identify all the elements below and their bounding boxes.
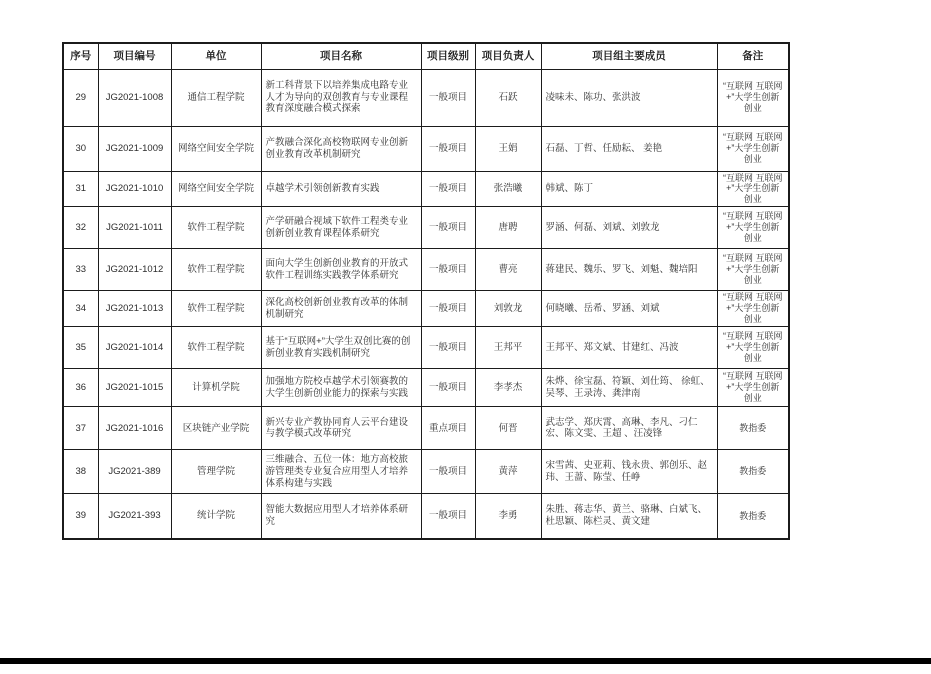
cell-project-name: 产学研融合视域下软件工程类专业创新创业教育课程体系研究 <box>261 207 421 249</box>
cell-seq: 34 <box>63 291 98 327</box>
cell-project-code: JG2021-393 <box>98 494 171 539</box>
cell-unit: 统计学院 <box>171 494 261 539</box>
cell-unit: 网络空间安全学院 <box>171 126 261 171</box>
cell-project-name: 深化高校创新创业教育改革的体制机制研究 <box>261 291 421 327</box>
cell-remark: “互联网 互联网+”大学生创新创业 <box>717 327 789 369</box>
cell-team-members: 何晓曦、岳希、罗涵、刘斌 <box>541 291 717 327</box>
cell-project-code: JG2021-1013 <box>98 291 171 327</box>
table-row <box>63 249 789 291</box>
cell-seq: 30 <box>63 126 98 171</box>
cell-project-leader: 刘敦龙 <box>475 291 541 327</box>
cell-team-members: 蒋建民、魏乐、罗飞、刘魁、魏培阳 <box>541 249 717 291</box>
cell-remark: 教指委 <box>717 407 789 450</box>
table-row <box>63 327 789 369</box>
cell-team-members: 罗涵、何磊、刘斌、刘敦龙 <box>541 207 717 249</box>
cell-project-code: JG2021-389 <box>98 450 171 494</box>
cell-remark: “互联网 互联网+”大学生创新创业 <box>717 369 789 407</box>
table-header-row <box>63 43 789 69</box>
cell-project-level: 一般项目 <box>421 171 475 207</box>
cell-remark: 教指委 <box>717 494 789 539</box>
cell-project-leader: 何晋 <box>475 407 541 450</box>
cell-project-leader: 黄萍 <box>475 450 541 494</box>
cell-project-leader: 王邦平 <box>475 327 541 369</box>
cell-unit: 软件工程学院 <box>171 249 261 291</box>
cell-project-name: 新兴专业产教协同育人云平台建设与教学模式改革研究 <box>261 407 421 450</box>
cell-team-members: 武志学、郑庆霄、高琳、李凡、刁仁宏、陈文雯、王超 、汪凌锋 <box>541 407 717 450</box>
cell-unit: 软件工程学院 <box>171 207 261 249</box>
table-body <box>63 69 789 539</box>
cell-team-members: 朱胜、蒋志华、黄兰、骆琳、白斌飞、杜思颖、陈栏灵、黄文建 <box>541 494 717 539</box>
cell-project-code: JG2021-1010 <box>98 171 171 207</box>
cell-unit: 通信工程学院 <box>171 69 261 126</box>
cell-project-code: JG2021-1008 <box>98 69 171 126</box>
cell-remark: “互联网 互联网+”大学生创新创业 <box>717 171 789 207</box>
table-row <box>63 69 789 126</box>
cell-project-leader: 李勇 <box>475 494 541 539</box>
cell-project-name: 智能大数据应用型人才培养体系研究 <box>261 494 421 539</box>
cell-team-members: 朱烨、徐宝磊、符颖、刘仕筠、 徐虹、吴琴、王录涛、龚津南 <box>541 369 717 407</box>
cell-remark: “互联网 互联网+”大学生创新创业 <box>717 207 789 249</box>
cell-project-level: 一般项目 <box>421 249 475 291</box>
cell-project-level: 一般项目 <box>421 494 475 539</box>
column-header-remark: 备注 <box>717 43 789 69</box>
cell-project-name: 新工科背景下以培养集成电路专业人才为导向的双创教育与专业课程教育深度融合模式探索 <box>261 69 421 126</box>
column-header-name: 项目名称 <box>261 43 421 69</box>
cell-unit: 网络空间安全学院 <box>171 171 261 207</box>
cell-project-code: JG2021-1012 <box>98 249 171 291</box>
column-header-code: 项目编号 <box>98 43 171 69</box>
cell-project-leader: 张浩曦 <box>475 171 541 207</box>
cell-project-name: 基于“互联网+”大学生双创比赛的创新创业教育实践机制研究 <box>261 327 421 369</box>
table-row <box>63 450 789 494</box>
cell-project-leader: 唐聘 <box>475 207 541 249</box>
cell-project-code: JG2021-1014 <box>98 327 171 369</box>
column-header-leader: 项目负责人 <box>475 43 541 69</box>
cell-seq: 36 <box>63 369 98 407</box>
bottom-edge-bar <box>0 658 931 664</box>
cell-project-name: 面向大学生创新创业教育的开放式软件工程训练实践教学体系研究 <box>261 249 421 291</box>
cell-remark: “互联网 互联网+”大学生创新创业 <box>717 249 789 291</box>
cell-project-level: 一般项目 <box>421 126 475 171</box>
cell-project-leader: 李孝杰 <box>475 369 541 407</box>
table-row <box>63 126 789 171</box>
cell-seq: 33 <box>63 249 98 291</box>
cell-project-level: 一般项目 <box>421 369 475 407</box>
cell-project-leader: 王娟 <box>475 126 541 171</box>
cell-seq: 35 <box>63 327 98 369</box>
cell-project-code: JG2021-1011 <box>98 207 171 249</box>
cell-seq: 29 <box>63 69 98 126</box>
cell-project-leader: 曹亮 <box>475 249 541 291</box>
cell-project-name: 加强地方院校卓越学术引领赛教的大学生创新创业能力的探索与实践 <box>261 369 421 407</box>
cell-project-level: 一般项目 <box>421 327 475 369</box>
table-row <box>63 291 789 327</box>
cell-seq: 37 <box>63 407 98 450</box>
cell-project-level: 重点项目 <box>421 407 475 450</box>
project-table <box>62 42 790 540</box>
cell-project-name: 卓越学术引领创新教育实践 <box>261 171 421 207</box>
cell-seq: 32 <box>63 207 98 249</box>
table-row <box>63 407 789 450</box>
cell-team-members: 凌味未、陈功、张洪波 <box>541 69 717 126</box>
table-row <box>63 207 789 249</box>
table-row <box>63 494 789 539</box>
cell-project-name: 产教融合深化高校物联网专业创新创业教育改革机制研究 <box>261 126 421 171</box>
cell-unit: 计算机学院 <box>171 369 261 407</box>
cell-unit: 软件工程学院 <box>171 291 261 327</box>
cell-project-level: 一般项目 <box>421 291 475 327</box>
cell-project-level: 一般项目 <box>421 450 475 494</box>
cell-team-members: 韩斌、陈丁 <box>541 171 717 207</box>
cell-remark: “互联网 互联网+”大学生创新创业 <box>717 291 789 327</box>
cell-team-members: 石磊、丁哲、任励耘、 姜艳 <box>541 126 717 171</box>
cell-remark: “互联网 互联网+”大学生创新创业 <box>717 126 789 171</box>
cell-seq: 38 <box>63 450 98 494</box>
column-header-seq: 序号 <box>63 43 98 69</box>
cell-remark: “互联网 互联网+”大学生创新创业 <box>717 69 789 126</box>
cell-project-code: JG2021-1016 <box>98 407 171 450</box>
cell-project-name: 三维融合、五位一体：地方高校旅游管理类专业复合应用型人才培养体系构建与实践 <box>261 450 421 494</box>
cell-unit: 软件工程学院 <box>171 327 261 369</box>
column-header-level: 项目级别 <box>421 43 475 69</box>
cell-team-members: 宋雪茜、史亚莉、钱永贵、郭创乐、赵玮、王蔷、陈莹、任峥 <box>541 450 717 494</box>
cell-team-members: 王邦平、郑文斌、甘建红、冯波 <box>541 327 717 369</box>
cell-remark: 教指委 <box>717 450 789 494</box>
table-row <box>63 171 789 207</box>
cell-unit: 区块链产业学院 <box>171 407 261 450</box>
cell-project-code: JG2021-1009 <box>98 126 171 171</box>
cell-seq: 31 <box>63 171 98 207</box>
table-row <box>63 369 789 407</box>
cell-project-code: JG2021-1015 <box>98 369 171 407</box>
cell-project-level: 一般项目 <box>421 207 475 249</box>
cell-unit: 管理学院 <box>171 450 261 494</box>
column-header-unit: 单位 <box>171 43 261 69</box>
cell-project-leader: 石跃 <box>475 69 541 126</box>
cell-seq: 39 <box>63 494 98 539</box>
cell-project-level: 一般项目 <box>421 69 475 126</box>
column-header-members: 项目组主要成员 <box>541 43 717 69</box>
